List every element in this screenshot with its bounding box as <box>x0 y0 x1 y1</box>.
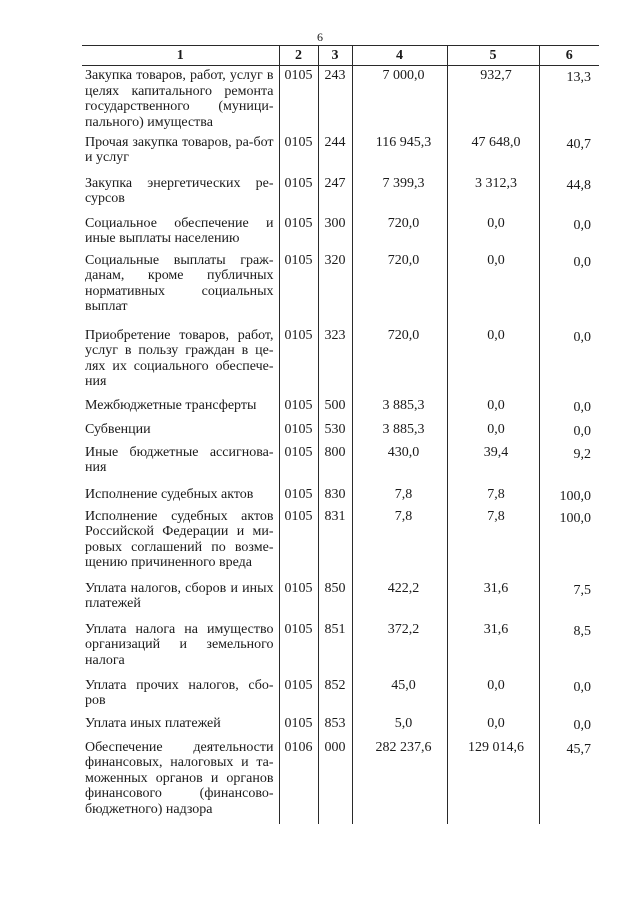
expense-type-code: 830 <box>318 485 352 507</box>
section-code: 0105 <box>279 507 318 579</box>
percent-value: 8,5 <box>539 620 599 676</box>
percent-value: 0,0 <box>539 420 599 443</box>
row-name: Исполнение судебных актов <box>85 486 254 502</box>
column-header: 5 <box>447 46 539 66</box>
plan-value: 422,2 <box>352 579 447 620</box>
table-header-row <box>82 46 599 66</box>
row-name: Прочая закупка товаров, ра-бот и услуг <box>85 134 274 165</box>
plan-value: 7 399,3 <box>352 174 447 214</box>
percent-value: 9,2 <box>539 443 599 485</box>
fact-value: 0,0 <box>447 676 539 714</box>
table-row <box>82 174 599 214</box>
column-header: 4 <box>352 46 447 66</box>
section-code: 0105 <box>279 66 318 133</box>
table-row <box>82 396 599 420</box>
row-name: Исполнение судебных актов Российской Федерации и ми-ровых соглашений по возме-щению причиненного вреда <box>85 508 274 570</box>
fact-value: 7,8 <box>447 507 539 579</box>
expense-type-code: 530 <box>318 420 352 443</box>
plan-value: 720,0 <box>352 214 447 251</box>
row-name: Обеспечение деятельности финансовых, налоговых и та-моженных органов и органов финансового (финансово-бюджетного) надзора <box>85 739 274 817</box>
expense-type-code: 800 <box>318 443 352 485</box>
section-code: 0105 <box>279 174 318 214</box>
fact-value: 47 648,0 <box>447 133 539 174</box>
plan-value: 116 945,3 <box>352 133 447 174</box>
column-header: 1 <box>82 46 279 66</box>
fact-value: 932,7 <box>447 66 539 133</box>
expense-type-code: 850 <box>318 579 352 620</box>
percent-value: 100,0 <box>539 507 599 579</box>
section-code: 0105 <box>279 420 318 443</box>
row-name: Субвенции <box>85 421 151 437</box>
row-name: Иные бюджетные ассигнова-ния <box>85 444 274 475</box>
row-name: Закупка товаров, работ, услуг в целях капитального ремонта государственного (муници-пального) имущества <box>85 68 274 130</box>
fact-value: 31,6 <box>447 620 539 676</box>
row-name: Уплата иных платежей <box>85 715 221 731</box>
column-header: 3 <box>318 46 352 66</box>
table-row <box>82 620 599 676</box>
plan-value: 7,8 <box>352 507 447 579</box>
expense-type-code: 852 <box>318 676 352 714</box>
expense-type-code: 851 <box>318 620 352 676</box>
percent-value: 0,0 <box>539 251 599 326</box>
plan-value: 720,0 <box>352 326 447 396</box>
percent-value: 7,5 <box>539 579 599 620</box>
table-row <box>82 579 599 620</box>
percent-value: 0,0 <box>539 676 599 714</box>
row-name: Межбюджетные трансферты <box>85 397 257 413</box>
column-header: 6 <box>539 46 599 66</box>
plan-value: 372,2 <box>352 620 447 676</box>
fact-value: 39,4 <box>447 443 539 485</box>
table-row <box>82 443 599 485</box>
plan-value: 45,0 <box>352 676 447 714</box>
fact-value: 0,0 <box>447 420 539 443</box>
expense-type-code: 300 <box>318 214 352 251</box>
fact-value: 7,8 <box>447 485 539 507</box>
table-row <box>82 485 599 507</box>
row-name: Приобретение товаров, работ, услуг в пользу граждан в це-лях их социального обеспече-ния <box>85 327 274 389</box>
plan-value: 5,0 <box>352 714 447 738</box>
fact-value: 0,0 <box>447 326 539 396</box>
expense-type-code: 244 <box>318 133 352 174</box>
table-row <box>82 214 599 251</box>
section-code: 0105 <box>279 676 318 714</box>
section-code: 0105 <box>279 714 318 738</box>
row-name: Социальные выплаты граж-данам, кроме публичных нормативных социальных выплат <box>85 252 274 314</box>
section-code: 0105 <box>279 396 318 420</box>
plan-value: 430,0 <box>352 443 447 485</box>
row-name: Закупка энергетических ре-сурсов <box>85 175 274 206</box>
section-code: 0105 <box>279 133 318 174</box>
percent-value: 0,0 <box>539 714 599 738</box>
budget-table <box>82 45 599 824</box>
percent-value: 0,0 <box>539 396 599 420</box>
fact-value: 129 014,6 <box>447 738 539 824</box>
fact-value: 31,6 <box>447 579 539 620</box>
section-code: 0105 <box>279 620 318 676</box>
section-code: 0106 <box>279 738 318 824</box>
section-code: 0105 <box>279 579 318 620</box>
expense-type-code: 500 <box>318 396 352 420</box>
expense-type-code: 247 <box>318 174 352 214</box>
percent-value: 100,0 <box>539 485 599 507</box>
row-name: Уплата налога на имущество организаций и земельного налога <box>85 621 274 668</box>
section-code: 0105 <box>279 214 318 251</box>
fact-value: 0,0 <box>447 251 539 326</box>
fact-value: 3 312,3 <box>447 174 539 214</box>
plan-value: 3 885,3 <box>352 420 447 443</box>
table-row <box>82 133 599 174</box>
fact-value: 0,0 <box>447 214 539 251</box>
fact-value: 0,0 <box>447 396 539 420</box>
plan-value: 282 237,6 <box>352 738 447 824</box>
section-code: 0105 <box>279 251 318 326</box>
page-number: 6 <box>317 30 323 44</box>
expense-type-code: 323 <box>318 326 352 396</box>
table-row <box>82 714 599 738</box>
section-code: 0105 <box>279 443 318 485</box>
fact-value: 0,0 <box>447 714 539 738</box>
expense-type-code: 320 <box>318 251 352 326</box>
table-row <box>82 420 599 443</box>
percent-value: 45,7 <box>539 738 599 824</box>
table-row <box>82 738 599 824</box>
table-row <box>82 676 599 714</box>
plan-value: 7,8 <box>352 485 447 507</box>
percent-value: 44,8 <box>539 174 599 214</box>
table-row <box>82 326 599 396</box>
row-name: Уплата прочих налогов, сбо-ров <box>85 677 274 708</box>
expense-type-code: 831 <box>318 507 352 579</box>
table-row <box>82 66 599 133</box>
section-code: 0105 <box>279 326 318 396</box>
percent-value: 40,7 <box>539 133 599 174</box>
expense-type-code: 000 <box>318 738 352 824</box>
row-name: Социальное обеспечение и иные выплаты населению <box>85 215 274 246</box>
plan-value: 3 885,3 <box>352 396 447 420</box>
table-row <box>82 251 599 326</box>
section-code: 0105 <box>279 485 318 507</box>
plan-value: 7 000,0 <box>352 66 447 133</box>
table-row <box>82 507 599 579</box>
expense-type-code: 243 <box>318 66 352 133</box>
percent-value: 13,3 <box>539 66 599 133</box>
column-header: 2 <box>279 46 318 66</box>
row-name: Уплата налогов, сборов и иных платежей <box>85 580 274 611</box>
plan-value: 720,0 <box>352 251 447 326</box>
percent-value: 0,0 <box>539 326 599 396</box>
percent-value: 0,0 <box>539 214 599 251</box>
expense-type-code: 853 <box>318 714 352 738</box>
